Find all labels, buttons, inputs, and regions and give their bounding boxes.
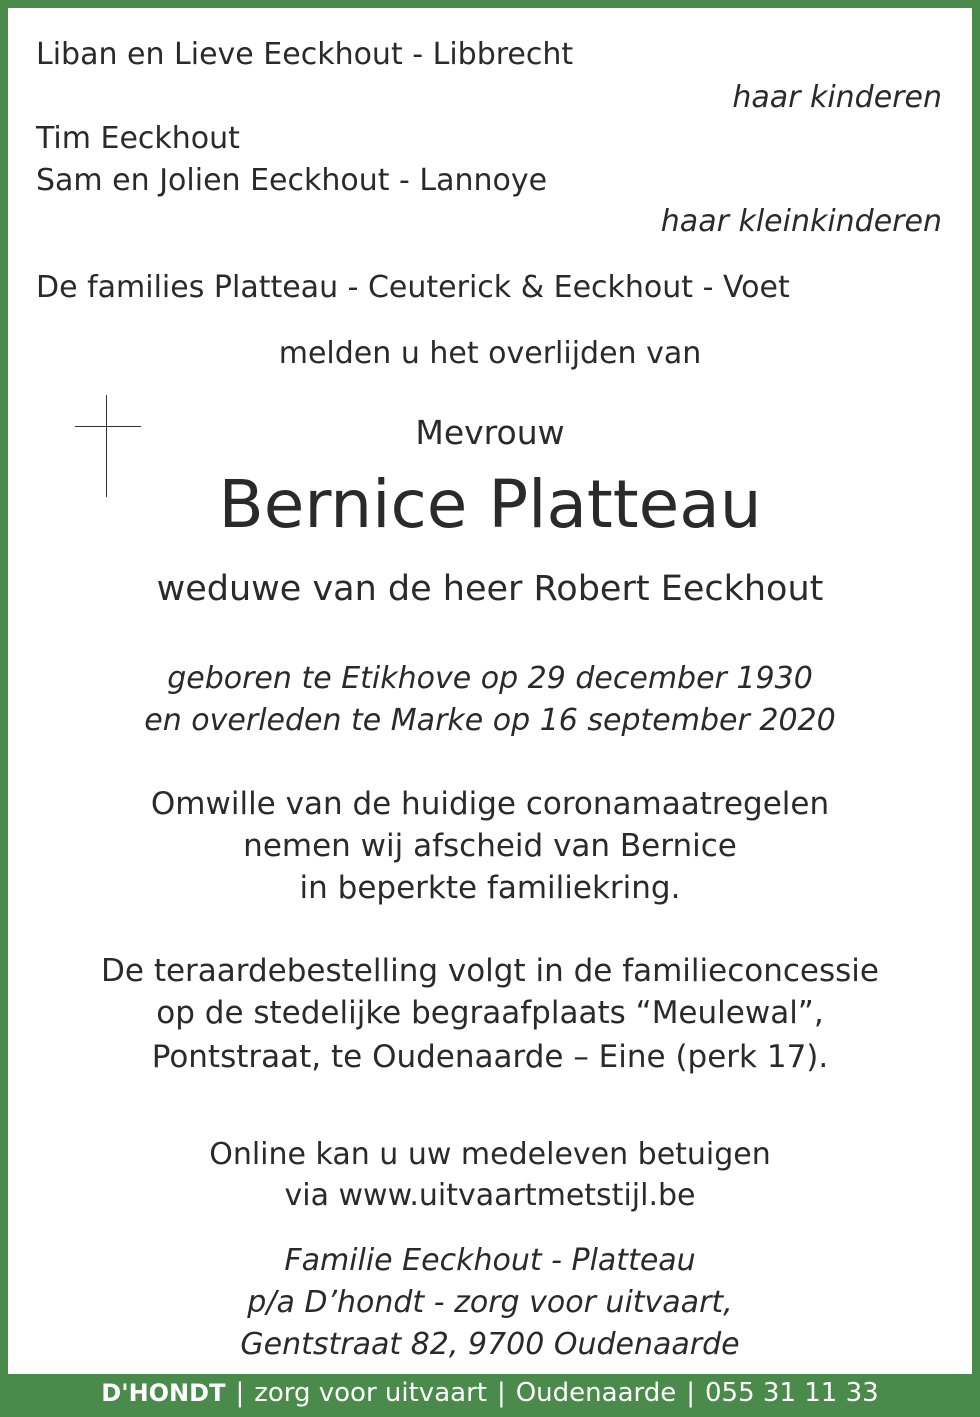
burial-line-3: Pontstraat, te Oudenaarde – Eine (perk 17). [151,1039,829,1075]
corona-line-3: in beperkte familiekring. [299,870,681,906]
footer-separator: | [686,1378,696,1408]
footer-service: zorg voor uitvaart [254,1378,487,1408]
announcement-intro: melden u het overlijden van [278,336,702,371]
salutation: Mevrouw [415,413,565,452]
deceased-name: Bernice Platteau [218,466,762,543]
children-label: haar kinderen [732,80,942,115]
brand-logo: D'HONDT [101,1379,226,1407]
children-names: Liban en Lieve Eeckhout - Libbrecht [36,37,574,72]
widow-of: weduwe van de heer Robert Eeckhout [156,569,824,609]
footer-city: Oudenaarde [515,1378,677,1408]
families-line: De families Platteau - Ceuterick & Eeckhout - Voet [36,270,790,305]
footer-bar [0,1374,980,1417]
footer-separator: | [496,1378,506,1408]
birth-line: geboren te Etikhove op 29 december 1930 [167,661,813,696]
burial-line-2: op de stedelijke begraafplaats “Meulewal”, [156,995,824,1031]
footer-content [0,1378,980,1408]
grandchildren-label: haar kleinkinderen [660,204,942,239]
footer-phone: 055 31 11 33 [705,1378,879,1408]
corona-line-1: Omwille van de huidige coronamaatregelen [150,786,830,822]
corona-line-2: nemen wij afscheid van Bernice [243,828,737,864]
grandchild-name-2: Sam en Jolien Eeckhout - Lannoye [36,163,548,198]
grandchild-name-1: Tim Eeckhout [36,121,240,156]
address-line-1: Familie Eeckhout - Platteau [284,1243,696,1278]
online-line-2: via www.uitvaartmetstijl.be [284,1178,696,1213]
burial-line-1: De teraardebestelling volgt in de familieconcessie [101,953,879,989]
address-line-2: p/a D’hondt - zorg voor uitvaart, [247,1285,733,1320]
death-line: en overleden te Marke op 16 september 2020 [144,703,836,738]
address-line-3: Gentstraat 82, 9700 Oudenaarde [240,1327,740,1362]
online-line-1: Online kan u uw medeleven betuigen [209,1137,771,1172]
footer-separator: | [235,1378,245,1408]
